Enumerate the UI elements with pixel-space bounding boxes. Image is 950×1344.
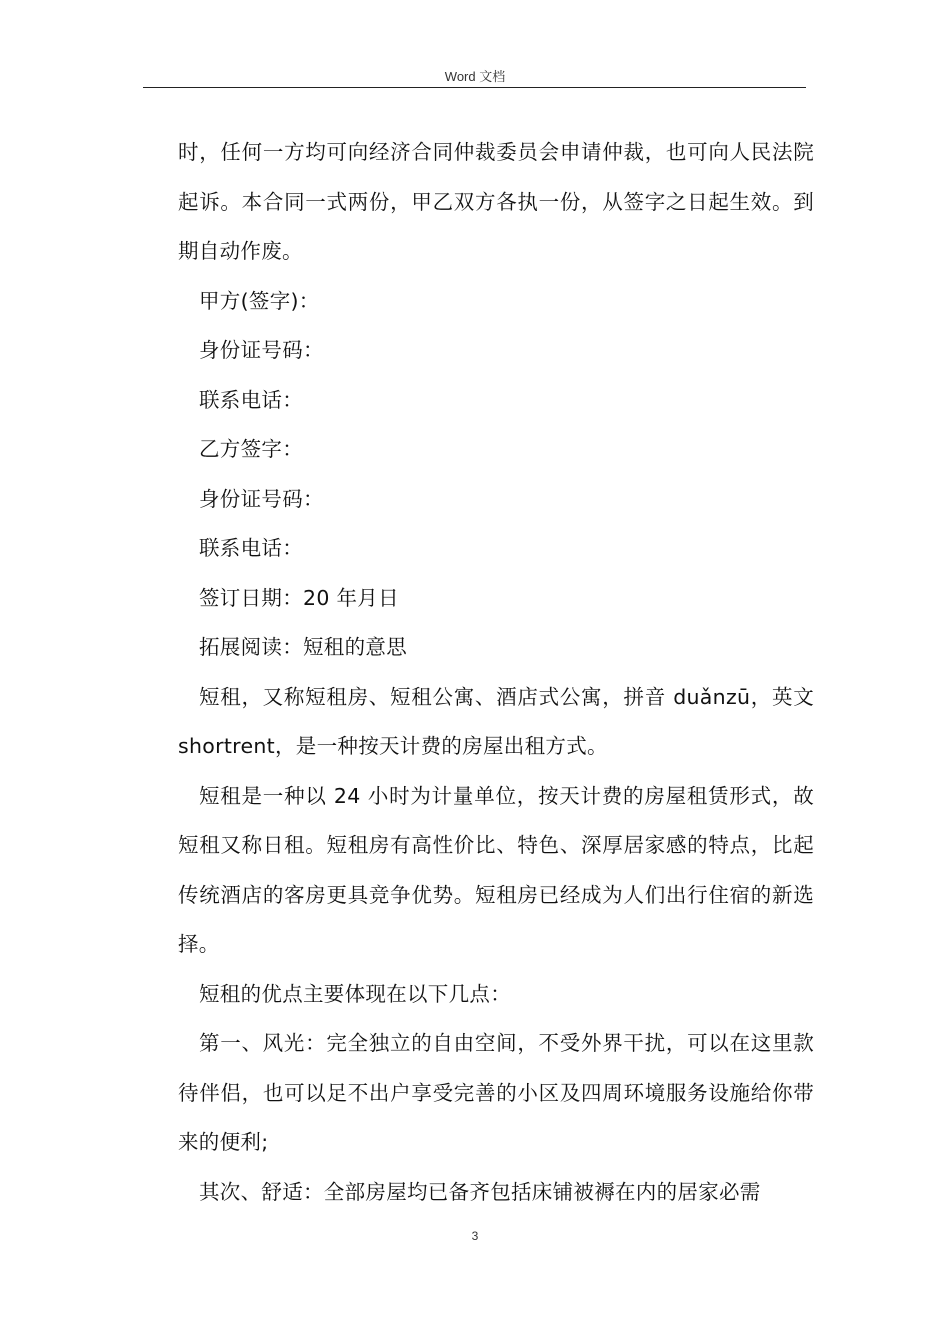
paragraph: 身份证号码： [199, 486, 324, 511]
document-body [178, 128, 814, 1217]
paragraph: 联系电话： [199, 536, 303, 560]
paragraph: 身份证号码： [199, 338, 324, 362]
paragraph: 时，任何一方均可向经济合同仲裁委员会申请仲裁，也可向人民法院起诉。本合同一式两份，甲乙双方各执一份，从签字之日起生效。到期自动作废。 [178, 140, 814, 263]
paragraph: 乙方签字： [199, 437, 303, 461]
header-divider [143, 87, 806, 88]
paragraph: 第一、风光：完全独立的自由空间，不受外界干扰，可以在这里款待伴侣，也可以足不出户享受完善的小区及四周环境服务设施给你带来的便利; [178, 1031, 814, 1154]
paragraph: 联系电话： [199, 387, 303, 412]
paragraph: 其次、舒适：全部房屋均已备齐包括床铺被褥在内的居家必需 [199, 1179, 761, 1204]
paragraph: 甲方(签字)： [199, 288, 320, 313]
page-number: 3 [471, 1229, 479, 1243]
paragraph: 短租是一种以 24 小时为计量单位，按天计费的房屋租赁形式，故短租又称日租。短租房有高性价比、特色、深厚居家感的特点，比起传统酒店的客房更具竞争优势。短租房已经成为人们出行住宿的新选择。 [178, 783, 814, 956]
paragraph: 签订日期：20 年月日 [199, 585, 399, 610]
paragraph: 短租的优点主要体现在以下几点： [199, 981, 511, 1006]
paragraph: 拓展阅读：短租的意思 [199, 635, 407, 659]
page-header: Word 文档 [444, 69, 506, 84]
paragraph: 短租，又称短租房、短租公寓、酒店式公寓，拼音 duǎnzū，英文 shortrent，是一种按天计费的房屋出租方式。 [178, 684, 814, 758]
